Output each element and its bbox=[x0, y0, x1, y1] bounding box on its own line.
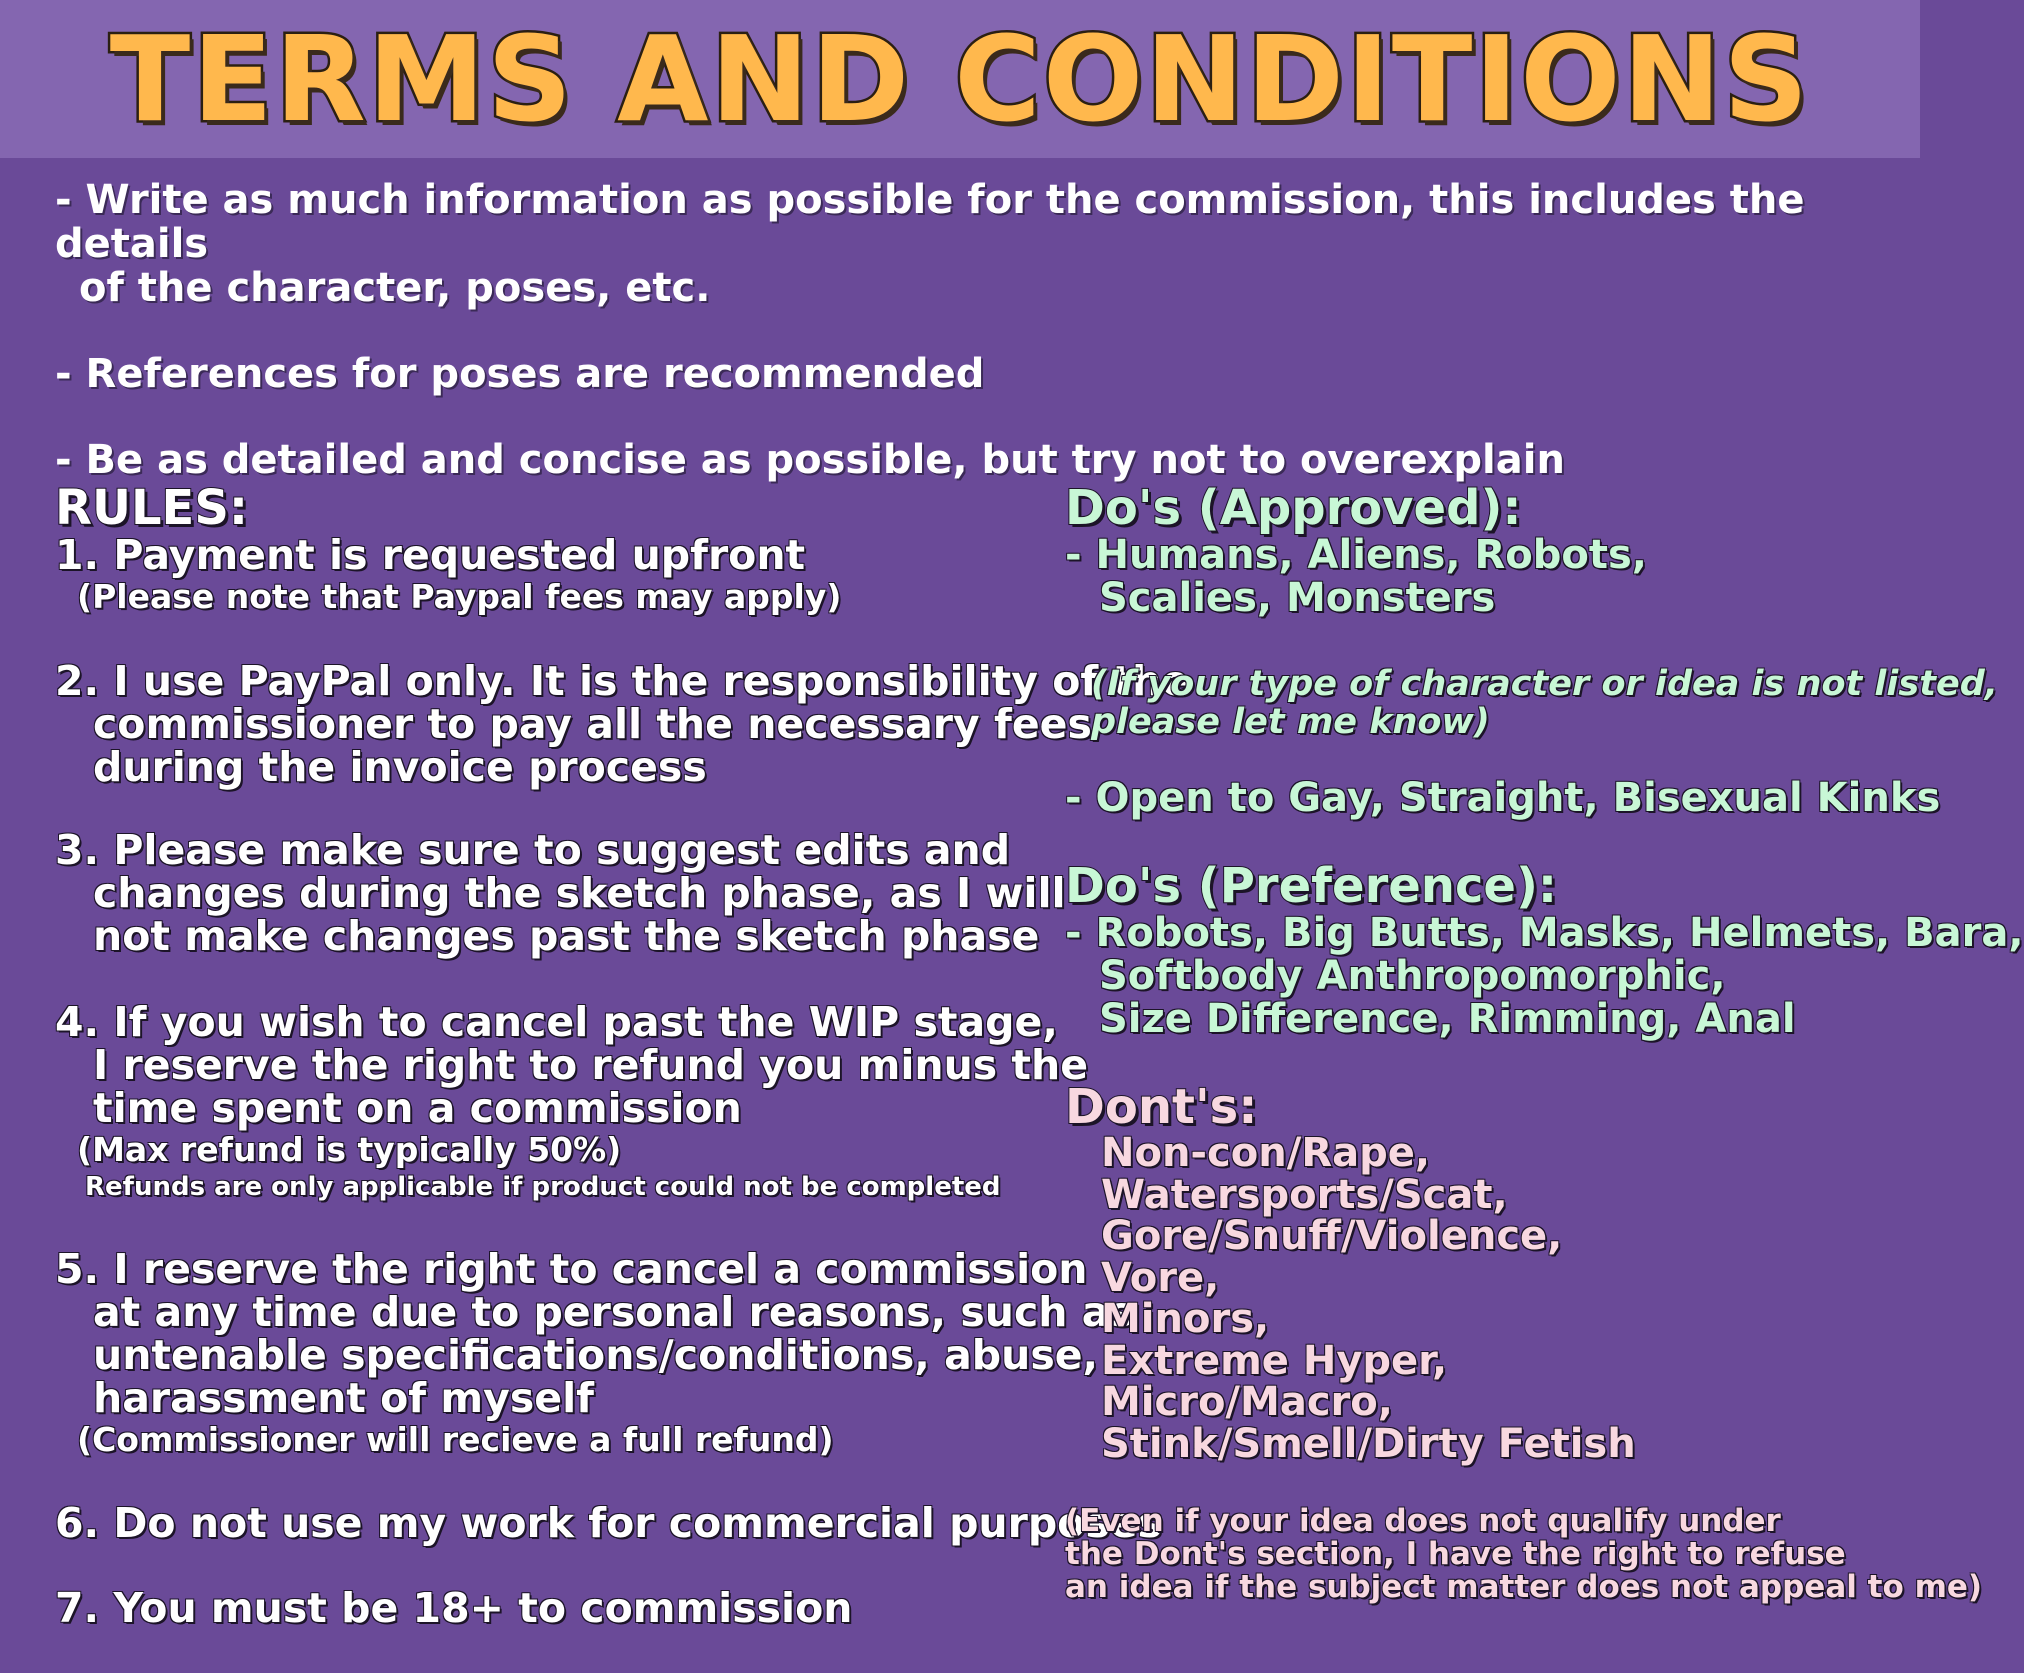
donts-note-line: an idea if the subject matter does not appeal to me) bbox=[1065, 1569, 1983, 1605]
dont-item: Extreme Hyper, bbox=[1101, 1337, 1448, 1384]
rule-note: (Please note that Paypal fees may apply) bbox=[77, 577, 842, 616]
rule-item bbox=[55, 1499, 1162, 1547]
preference-heading: Do's (Preference): bbox=[1065, 858, 1558, 914]
approved-open-line: - Open to Gay, Straight, Bisexual Kinks bbox=[1065, 775, 1941, 821]
preference-line: - Robots, Big Butts, Masks, Helmets, Bara, bbox=[1065, 910, 2024, 956]
dont-item: Vore, bbox=[1101, 1254, 1220, 1301]
preferences-column bbox=[1065, 480, 2024, 1605]
intro-item: - References for poses are recommended bbox=[55, 351, 985, 397]
rule-item bbox=[55, 531, 1055, 617]
approved-line: Scalies, Monsters bbox=[1099, 575, 1496, 621]
rule-line: 6. Do not use my work for commercial purposes bbox=[55, 1499, 1162, 1547]
rule-item bbox=[55, 657, 1190, 791]
approved-heading: Do's (Approved): bbox=[1065, 480, 1522, 536]
rule-line: changes during the sketch phase, as I will bbox=[93, 869, 1066, 917]
donts-note-line: the Dont's section, I have the right to refuse bbox=[1065, 1536, 1846, 1572]
intro-item-continuation: of the character, poses, etc. bbox=[79, 265, 711, 311]
rule-item bbox=[55, 826, 1066, 960]
rule-line: 1. Payment is requested upfront bbox=[55, 531, 806, 579]
rule-line: 7. You must be 18+ to commission bbox=[55, 1584, 853, 1632]
rule-line: untenable specifications/conditions, abuse, bbox=[93, 1331, 1099, 1379]
header-band bbox=[0, 0, 1920, 158]
approved-line: - Humans, Aliens, Robots, bbox=[1065, 532, 1647, 578]
preference-line: Size Difference, Rimming, Anal bbox=[1099, 996, 1796, 1042]
rule-small-note: Refunds are only applicable if product could not be completed bbox=[85, 1172, 1001, 1202]
page-title: TERMS AND CONDITIONS bbox=[109, 10, 1811, 148]
dont-item: Minors, bbox=[1101, 1296, 1270, 1342]
approved-note: please let me know) bbox=[1091, 702, 1490, 742]
donts-heading: Dont's: bbox=[1065, 1079, 1258, 1135]
intro-item: - Write as much information as possible for the commission, this includes the details bbox=[55, 177, 1805, 267]
dont-item: Micro/Macro, bbox=[1101, 1379, 1393, 1425]
preference-line: Softbody Anthropomorphic, bbox=[1099, 953, 1726, 999]
intro-section bbox=[55, 178, 1875, 482]
rule-line: at any time due to personal reasons, such as bbox=[93, 1288, 1134, 1336]
rule-line: commissioner to pay all the necessary fees bbox=[93, 700, 1092, 748]
rule-line: time spent on a commission bbox=[93, 1084, 742, 1132]
rule-line: 4. If you wish to cancel past the WIP stage, bbox=[55, 998, 1058, 1046]
dont-item: Stink/Smell/Dirty Fetish bbox=[1101, 1420, 1636, 1467]
rule-line: 2. I use PayPal only. It is the responsibility of the bbox=[55, 657, 1190, 705]
dont-item: Watersports/Scat, bbox=[1101, 1171, 1508, 1218]
approved-note: (If your type of character or idea is not listed, bbox=[1091, 664, 1999, 704]
rule-line: I reserve the right to refund you minus the bbox=[93, 1041, 1089, 1089]
rules-heading: RULES: bbox=[55, 480, 249, 536]
rule-item bbox=[55, 1245, 1134, 1460]
rule-item bbox=[55, 998, 1089, 1204]
rule-item bbox=[55, 1584, 1055, 1632]
dont-item: Gore/Snuff/Violence, bbox=[1101, 1213, 1563, 1259]
rule-line: during the invoice process bbox=[93, 743, 707, 791]
rule-note: (Commissioner will recieve a full refund) bbox=[77, 1420, 834, 1459]
donts-note-line: (Even if your idea does not qualify under bbox=[1065, 1503, 1781, 1539]
dont-item: Non-con/Rape, bbox=[1101, 1130, 1431, 1176]
rule-line: 3. Please make sure to suggest edits and bbox=[55, 826, 1011, 874]
intro-item: - Be as detailed and concise as possible, but try not to overexplain bbox=[55, 437, 1565, 483]
rule-line: harassment of myself bbox=[93, 1374, 594, 1422]
rule-line: not make changes past the sketch phase bbox=[93, 912, 1040, 960]
rule-note: (Max refund is typically 50%) bbox=[77, 1130, 622, 1169]
rule-line: 5. I reserve the right to cancel a commission bbox=[55, 1245, 1088, 1293]
